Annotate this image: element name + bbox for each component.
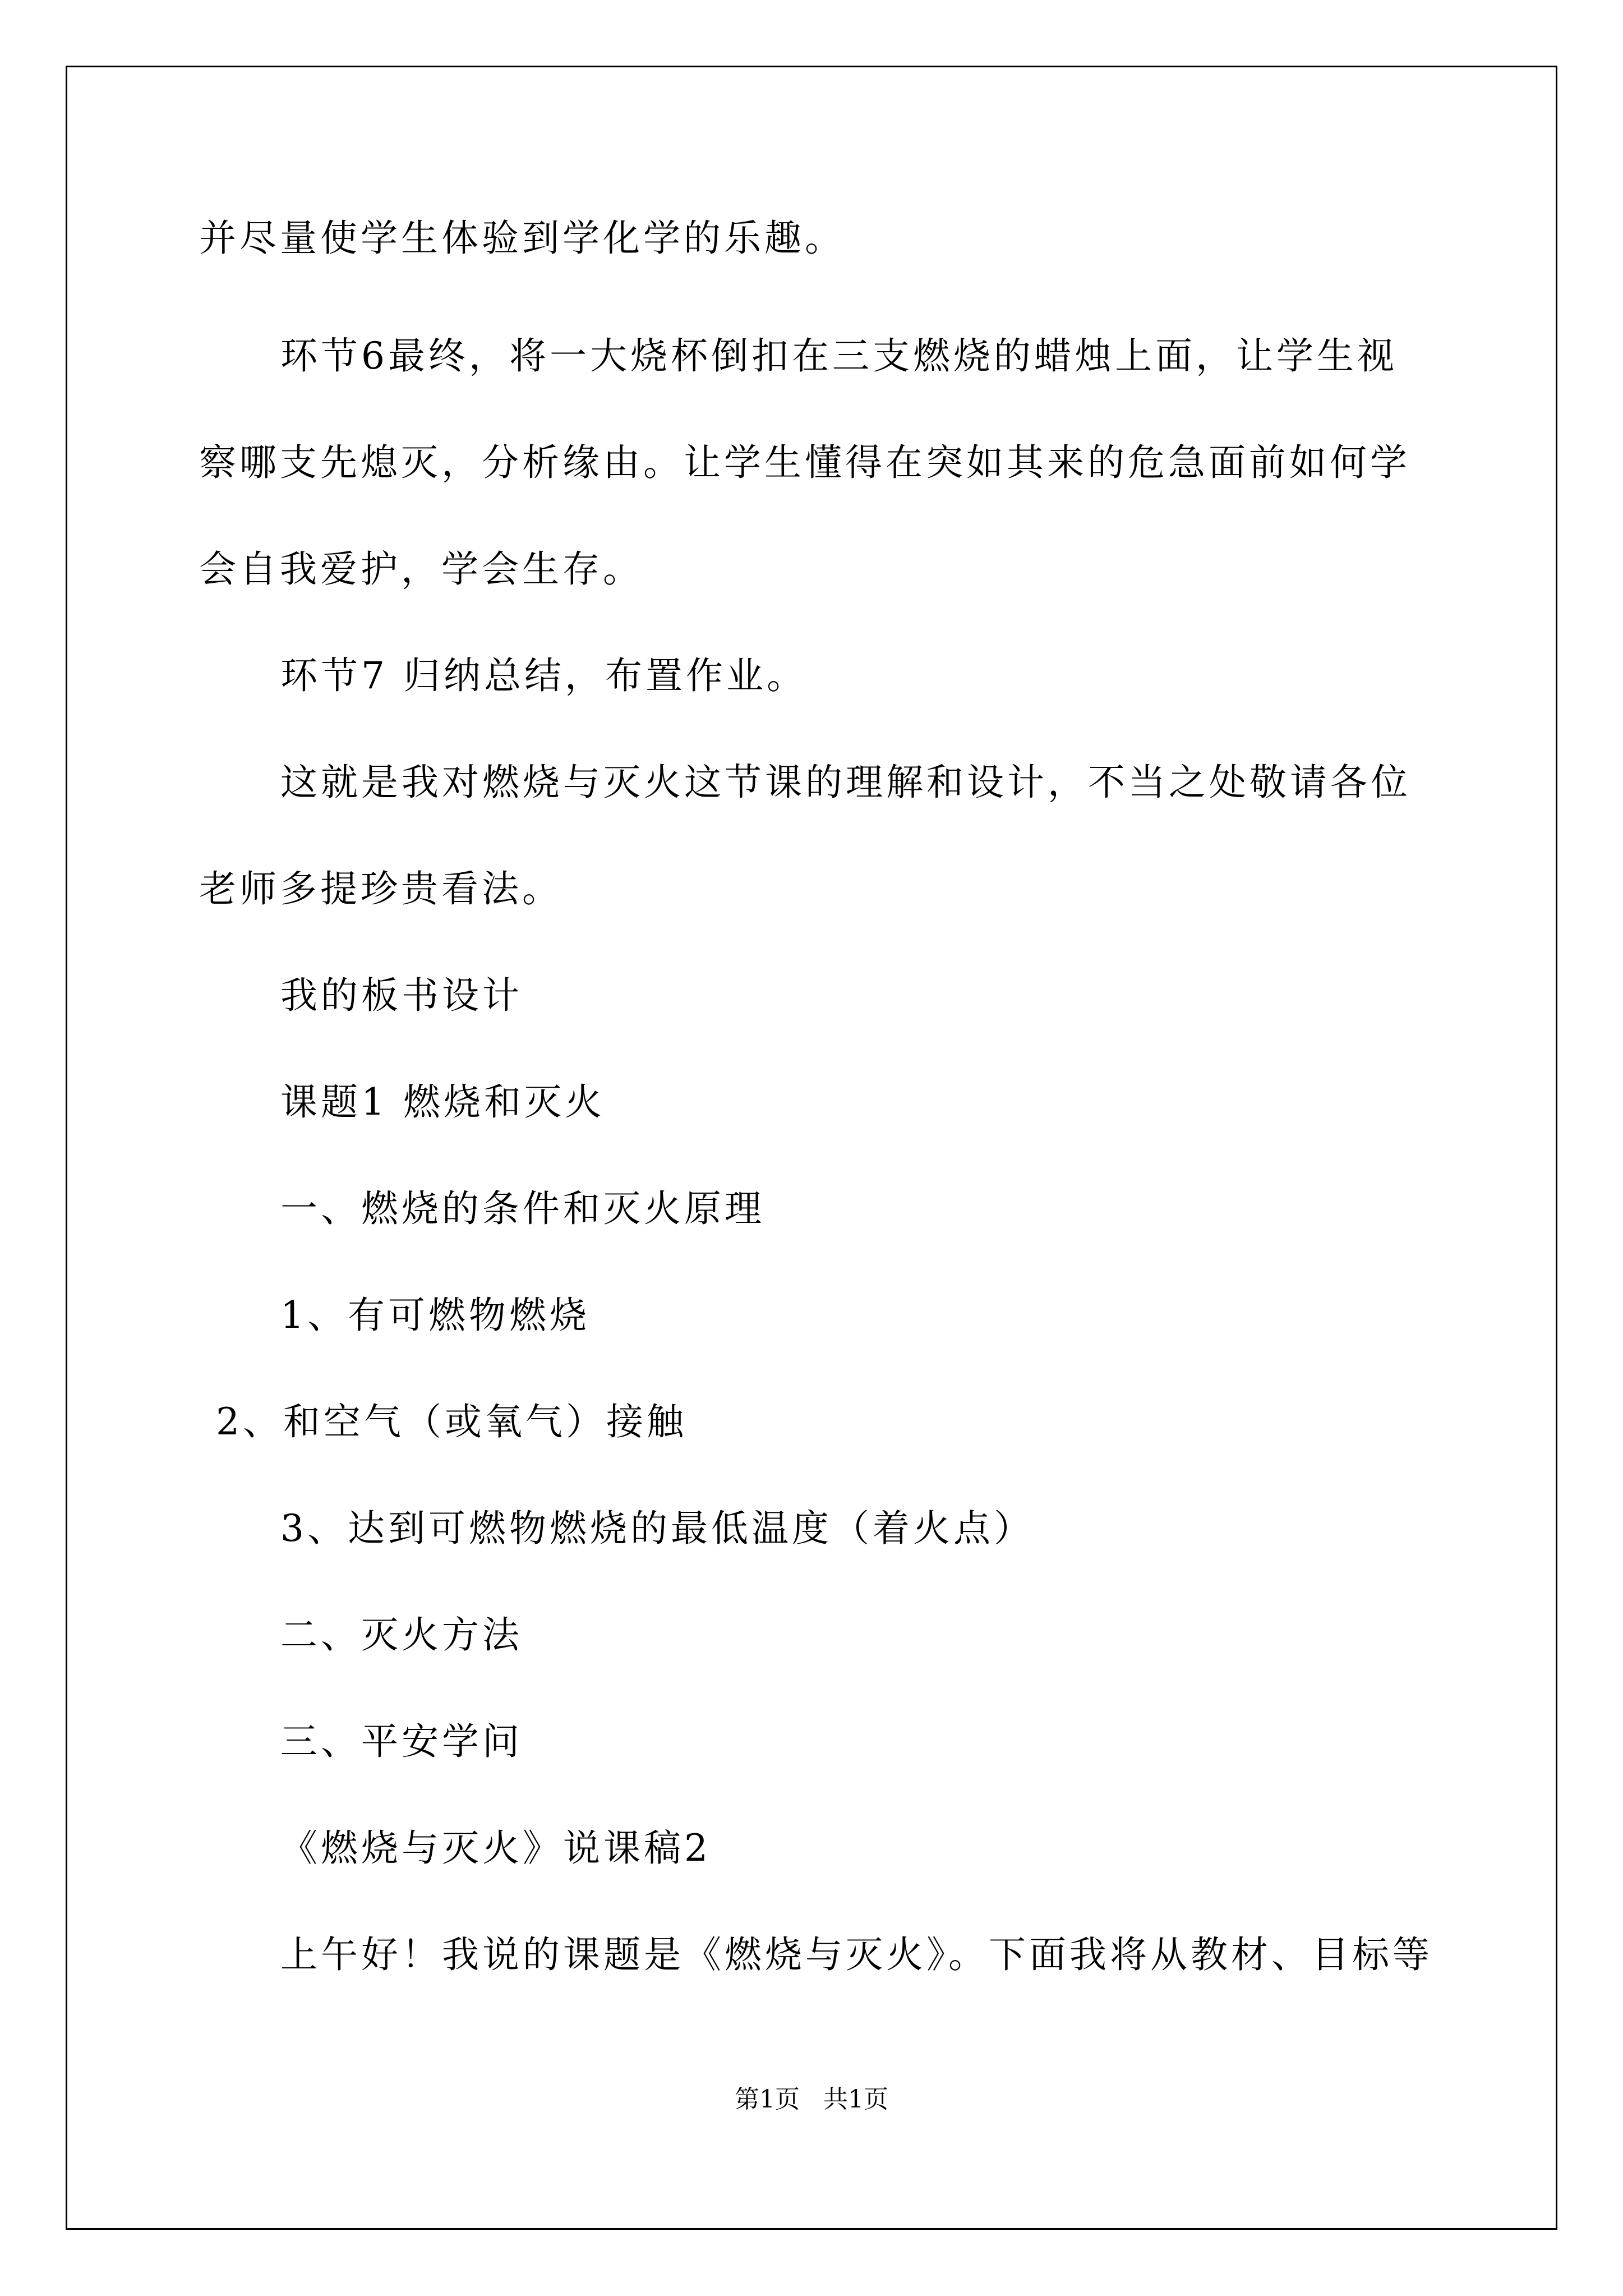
text-line: 并尽量使学生体验到学化学的乐趣。 — [199, 217, 845, 260]
text-line: 三、平安学问 — [280, 1720, 523, 1763]
text-line: 察哪支先熄灭，分析缘由。让学生懂得在突如其来的危急面前如何学 — [199, 441, 1410, 484]
text-line: 《燃烧与灭火》说课稿2 — [280, 1826, 711, 1870]
text-line: 一、燃烧的条件和灭火原理 — [280, 1187, 765, 1230]
text-line: 环节6最终，将一大烧杯倒扣在三支燃烧的蜡烛上面，让学生视 — [280, 334, 1398, 378]
text-line: 二、灭火方法 — [280, 1613, 523, 1657]
page-border — [66, 66, 1557, 2230]
text-line: 老师多提珍贵看法。 — [199, 867, 562, 910]
text-line: 3、达到可燃物燃烧的最低温度（着火点） — [280, 1507, 1034, 1550]
text-line: 2、和空气（或氧气）接触 — [216, 1400, 687, 1443]
text-line: 课题1 燃烧和灭火 — [280, 1080, 605, 1124]
text-line: 环节7 归纳总结，布置作业。 — [280, 654, 807, 697]
text-line: 这就是我对燃烧与灭火这节课的理解和设计，不当之处敬请各位 — [280, 761, 1411, 804]
text-line: 会自我爱护，学会生存。 — [199, 547, 643, 591]
page-number-footer: 第1页 共1页 — [735, 2085, 888, 2114]
text-line: 1、有可燃物燃烧 — [280, 1294, 590, 1337]
text-line: 我的板书设计 — [280, 974, 523, 1017]
text-line: 上午好！我说的课题是《燃烧与灭火》。下面我将从教材、目标等 — [280, 1933, 1433, 1976]
